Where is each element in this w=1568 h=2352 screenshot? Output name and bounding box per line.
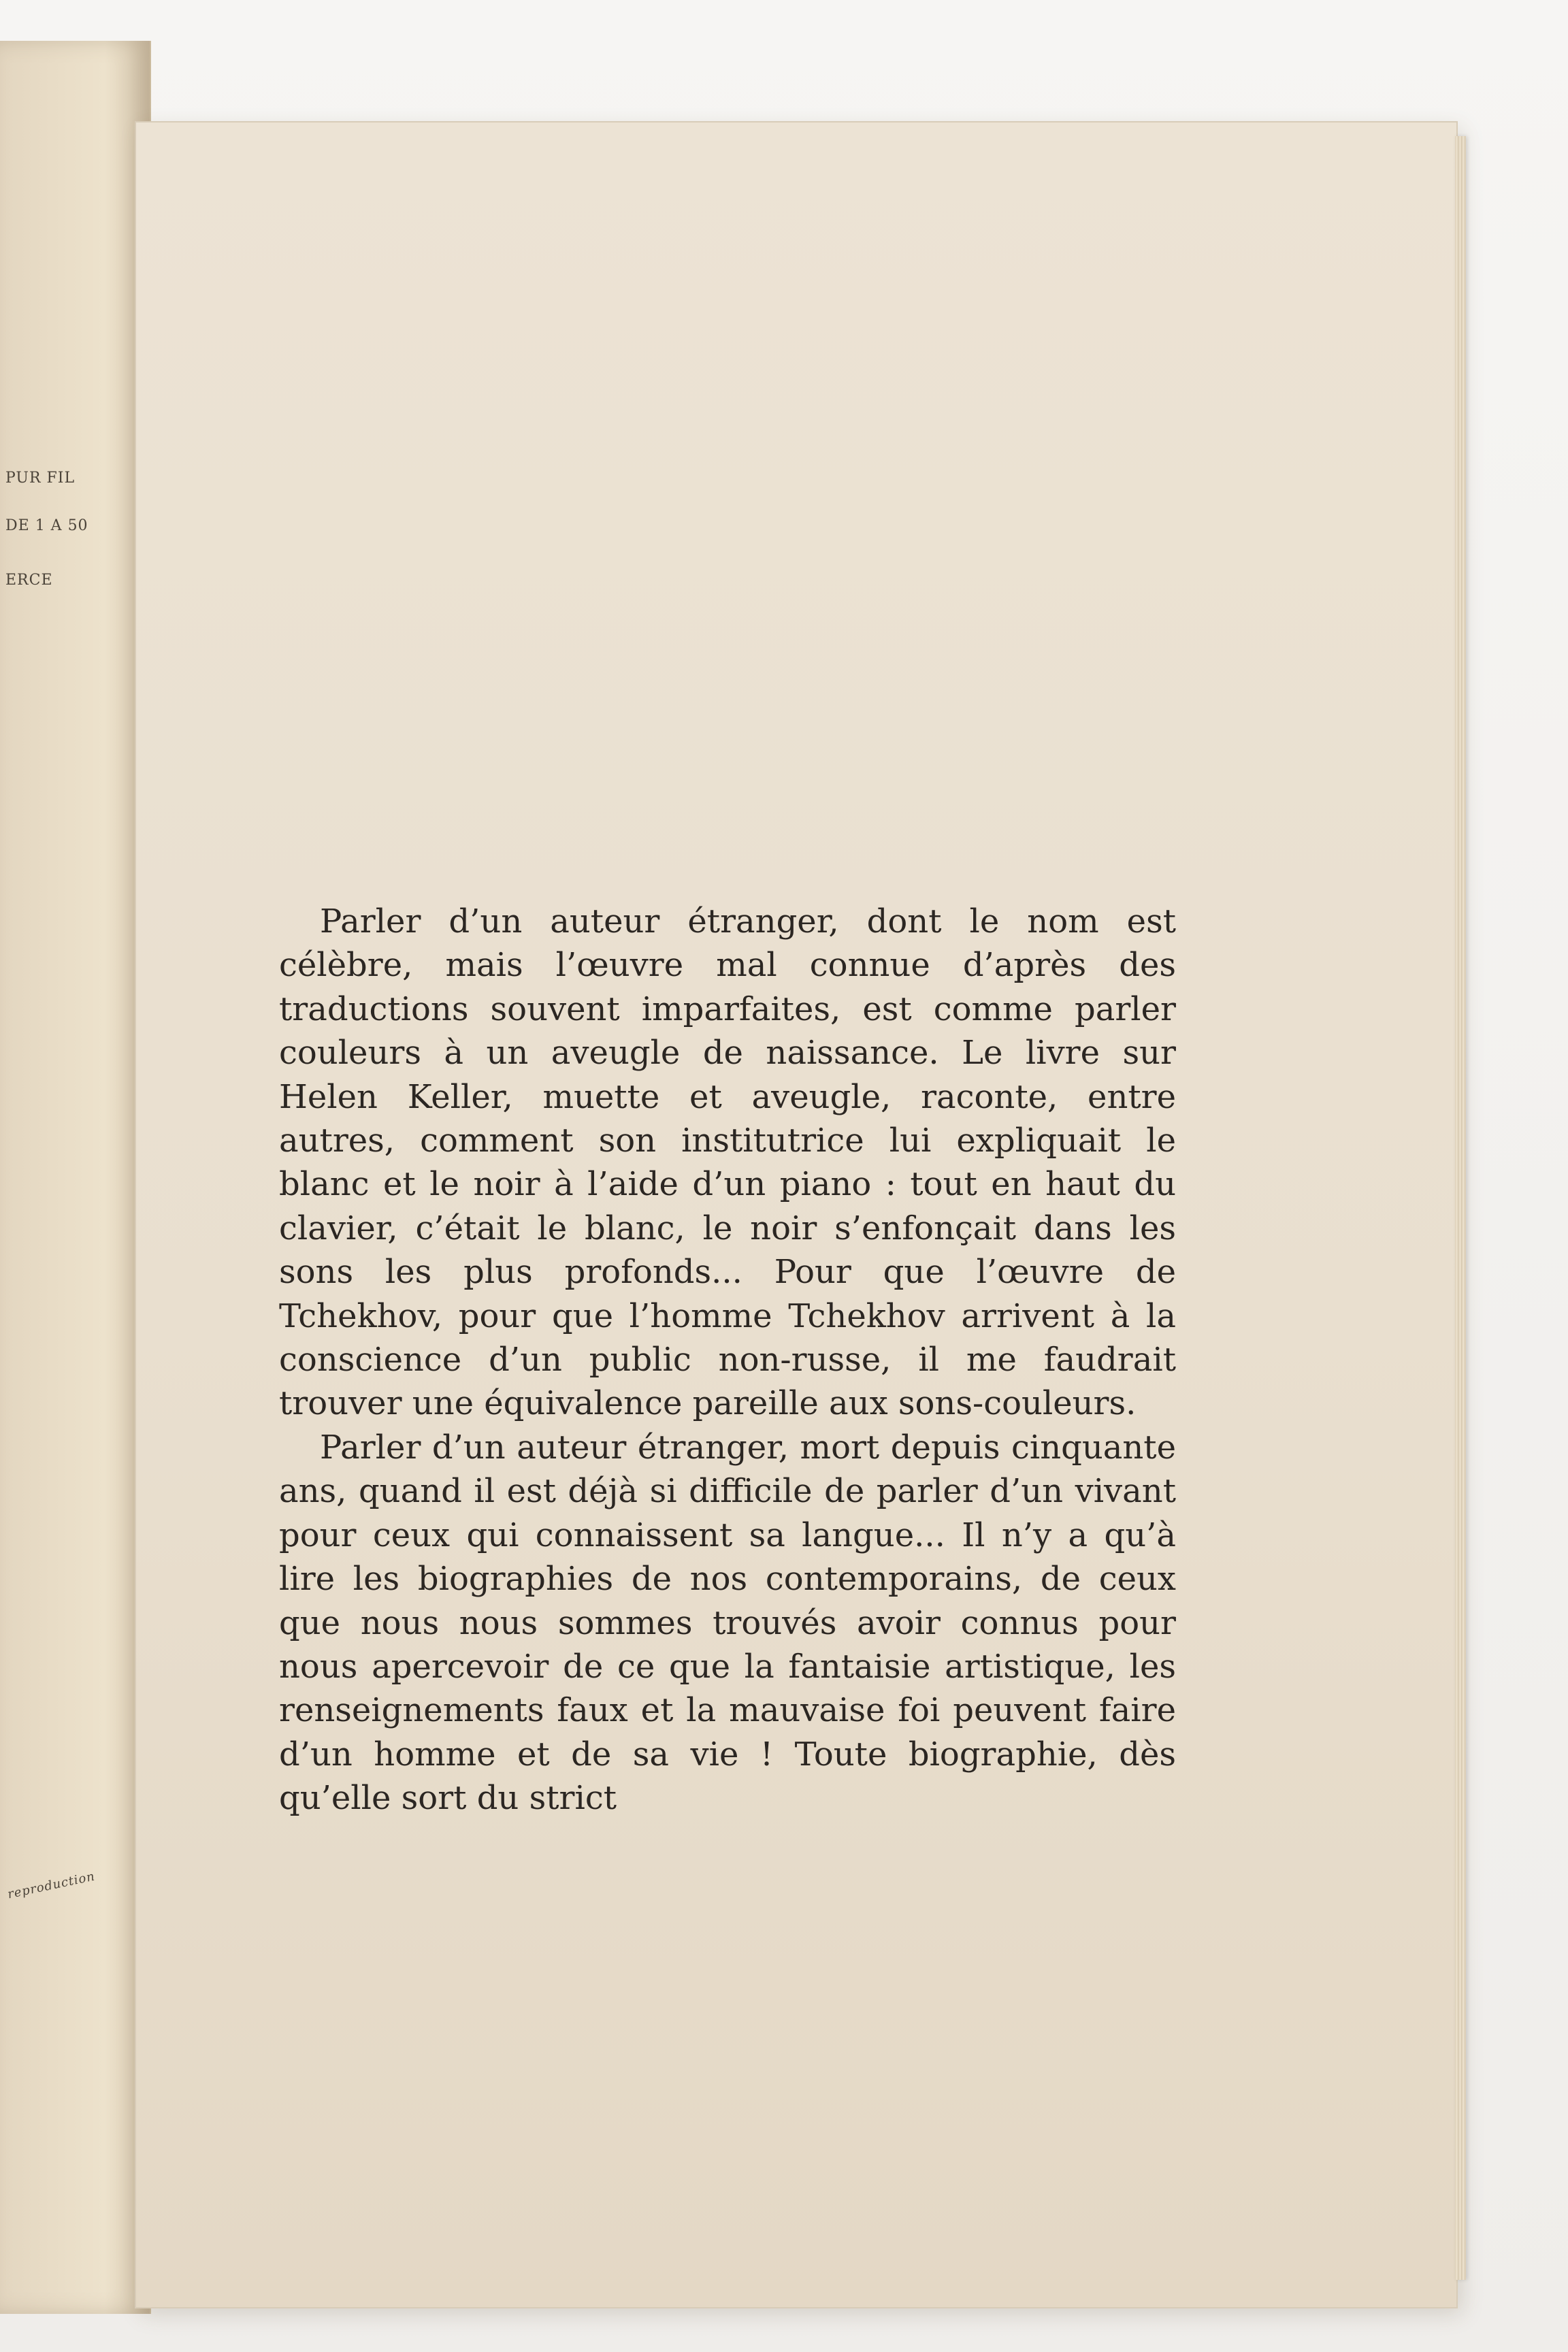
left-page-fragment: ERCE [5,572,53,589]
left-page-fragment: reproduction [6,1869,97,1902]
left-page-fragment: DE 1 A 50 [5,517,88,534]
facing-page-left [0,41,151,2314]
page-edges [1455,136,1466,2280]
paragraph: Parler d’un auteur étranger, mort depuis cinquante ans, quand il est déjà si difficile de parler d’un vivant pour ceux qui connaissent sa langue... Il n’y a qu’à lire les biographies de nos contemporains, de ceux que nous nous sommes trouvés avoir connus pour nous apercevoir de ce que la fantaisie artistique, les renseignements faux et la mauvaise foi peuvent faire d’un homme et de sa vie ! Toute biographie, dès qu’elle sort du strict [279,1428,1176,1818]
left-page-fragment: PUR FIL [5,470,76,487]
paragraph: Parler d’un auteur étranger, dont le nom est célèbre, mais l’œuvre mal connue d’après des traductions souvent imparfaites, est comme parler couleurs à un aveugle de naissance. Le livre sur Helen Keller, muette et aveugle, raconte, entre autres, comment son institutrice lui expliquait le blanc et le noir à l’aide d’un piano : tout en haut du clavier, c’était le blanc, le noir s’enfonçait dans les sons les plus profonds... Pour que l’œuvre de Tchekhov, pour que l’homme Tchekhov arrivent à la conscience d’un public non-russe, il me faudrait trouver une équivalence pareille aux sons-couleurs. [279,902,1176,1423]
page-body-text [279,900,1176,1820]
